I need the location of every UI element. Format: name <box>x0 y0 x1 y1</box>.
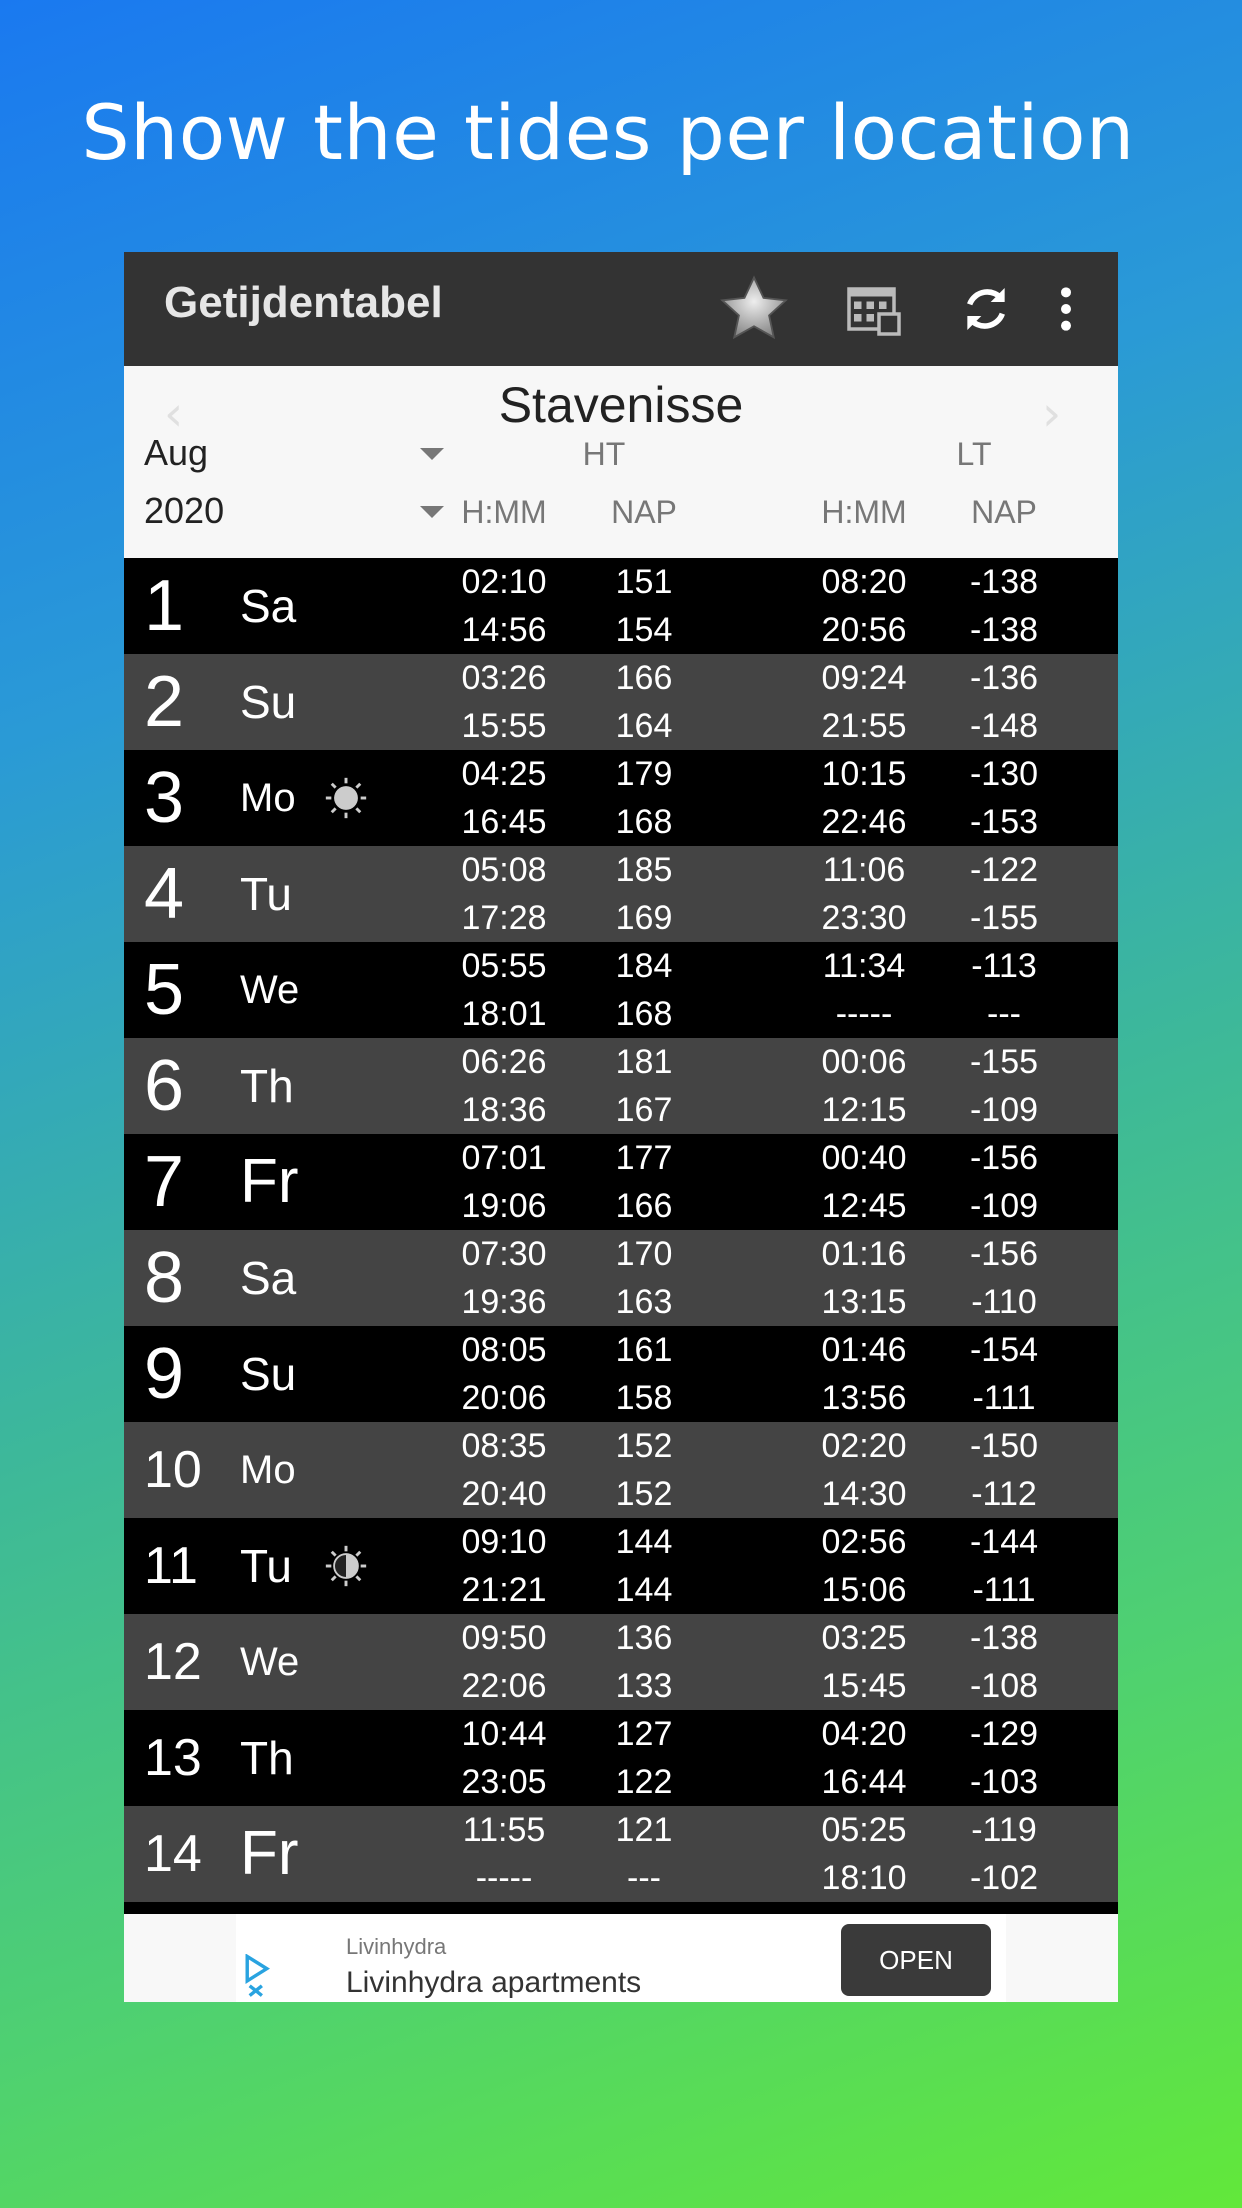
month-select[interactable]: Aug <box>144 432 209 473</box>
lt-time: 23:30 <box>821 899 907 937</box>
app-title: Getijdentabel <box>164 278 443 327</box>
lt-nap: -113 <box>971 947 1037 985</box>
ad-sponsor: Livinhydra <box>346 1934 447 1959</box>
ht-time: 09:10 <box>461 1523 547 1561</box>
lt-time: 01:46 <box>821 1331 907 1369</box>
year-select[interactable]: 2020 <box>144 490 225 531</box>
lt-time: 12:45 <box>821 1187 907 1225</box>
table-row[interactable] <box>124 654 1118 750</box>
lt-time: 13:15 <box>821 1283 907 1321</box>
table-row[interactable] <box>124 1038 1118 1134</box>
lt-nap: -102 <box>969 1859 1039 1897</box>
ad-choices-icon[interactable] <box>242 1954 272 1998</box>
ht-nap: 121 <box>615 1811 673 1849</box>
lt-nap: -155 <box>969 899 1039 937</box>
lt-nap: -155 <box>969 1043 1039 1081</box>
lt-time: 04:20 <box>821 1715 907 1753</box>
day-number: 4 <box>144 854 185 934</box>
app-screen <box>124 252 1118 2002</box>
ht-time: 10:44 <box>461 1715 547 1753</box>
ht-nap-header: NAP <box>611 494 677 530</box>
lt-nap: -156 <box>969 1235 1039 1273</box>
ht-nap: 166 <box>615 1187 673 1225</box>
day-of-week: Mo <box>240 776 296 820</box>
ht-nap: 152 <box>615 1427 673 1465</box>
table-row[interactable] <box>124 750 1118 846</box>
ht-time: 05:08 <box>461 851 547 889</box>
tide-table <box>124 558 1118 1902</box>
ht-time: 03:26 <box>461 659 547 697</box>
lt-time: 01:16 <box>821 1235 907 1273</box>
lt-nap: -112 <box>971 1475 1037 1513</box>
more-vert-icon <box>1056 284 1076 334</box>
table-row[interactable] <box>124 1326 1118 1422</box>
day-of-week: Sa <box>240 580 297 632</box>
ht-nap: 170 <box>615 1235 673 1273</box>
day-number: 9 <box>144 1334 185 1414</box>
calendar-icon <box>844 279 904 339</box>
day-number: 7 <box>144 1142 185 1222</box>
lt-time: 05:25 <box>821 1811 907 1849</box>
ht-time: 21:21 <box>461 1571 547 1609</box>
table-row[interactable] <box>124 846 1118 942</box>
location-header <box>124 366 1118 558</box>
ht-nap: 169 <box>615 899 673 937</box>
full-moon-icon <box>324 776 368 820</box>
day-of-week: Fr <box>240 1147 299 1216</box>
lt-nap: -130 <box>969 755 1039 793</box>
lt-nap: -138 <box>969 1619 1039 1657</box>
calendar-button[interactable] <box>824 252 924 366</box>
location-name: Stavenisse <box>498 377 744 433</box>
lt-time: 03:25 <box>821 1619 907 1657</box>
lt-nap: -110 <box>971 1283 1037 1321</box>
lt-nap: -109 <box>969 1091 1039 1129</box>
lt-time: 16:44 <box>821 1763 907 1801</box>
ht-time: 20:40 <box>461 1475 547 1513</box>
favorite-star-button[interactable] <box>704 252 804 366</box>
lt-nap: -111 <box>972 1379 1036 1417</box>
lt-nap: -136 <box>969 659 1039 697</box>
overflow-menu-button[interactable] <box>1026 252 1106 366</box>
lt-nap: -156 <box>969 1139 1039 1177</box>
ht-time: 11:55 <box>462 1811 546 1849</box>
day-number: 1 <box>144 566 185 646</box>
ht-time: 04:25 <box>461 755 547 793</box>
lt-time: 02:20 <box>821 1427 907 1465</box>
ht-time: 16:45 <box>461 803 547 841</box>
ht-time: ----- <box>475 1859 533 1897</box>
ht-time: 19:36 <box>461 1283 547 1321</box>
ht-time: 09:50 <box>461 1619 547 1657</box>
lt-time: 09:24 <box>821 659 907 697</box>
table-row[interactable] <box>124 1422 1118 1518</box>
lt-nap: -150 <box>969 1427 1039 1465</box>
lt-nap: -119 <box>971 1811 1037 1849</box>
ht-nap: 144 <box>615 1523 673 1561</box>
lt-time: 00:40 <box>821 1139 907 1177</box>
lt-nap: -111 <box>972 1571 1036 1609</box>
lt-time: 00:06 <box>821 1043 907 1081</box>
ht-time: 08:35 <box>461 1427 547 1465</box>
lt-time: 22:46 <box>821 803 907 841</box>
ht-nap: 144 <box>615 1571 673 1609</box>
lt-nap: -138 <box>969 563 1039 601</box>
lt-time: 20:56 <box>821 611 907 649</box>
day-number: 11 <box>144 1537 198 1595</box>
day-of-week: Tu <box>240 1540 292 1592</box>
ht-time: 23:05 <box>461 1763 547 1801</box>
refresh-icon <box>958 281 1014 337</box>
lt-nap: -154 <box>969 1331 1039 1369</box>
table-row[interactable] <box>124 1614 1118 1710</box>
day-number: 5 <box>144 950 185 1030</box>
ht-nap: 133 <box>615 1667 673 1705</box>
ht-nap: --- <box>627 1859 661 1897</box>
ht-nap: 127 <box>615 1715 673 1753</box>
ht-nap: 151 <box>615 563 673 601</box>
lt-time-header: H:MM <box>821 494 907 530</box>
ht-time-header: H:MM <box>461 494 547 530</box>
lt-time: 02:56 <box>821 1523 907 1561</box>
day-of-week: We <box>240 968 300 1012</box>
ht-time: 17:28 <box>461 899 547 937</box>
next-location-icon[interactable]: › <box>1042 386 1062 442</box>
day-of-week: Th <box>240 1060 294 1112</box>
ht-nap: 168 <box>615 995 673 1033</box>
lt-header: LT <box>956 436 992 472</box>
day-number: 10 <box>144 1441 202 1499</box>
lt-time: 14:30 <box>821 1475 907 1513</box>
day-number: 14 <box>144 1825 202 1883</box>
month-dropdown-icon[interactable] <box>420 448 444 460</box>
headline: Show the tides per location <box>81 88 1135 177</box>
ht-header: HT <box>582 436 626 472</box>
lt-nap: --- <box>987 995 1021 1033</box>
lt-time: 15:06 <box>821 1571 907 1609</box>
ht-nap: 168 <box>615 803 673 841</box>
lt-nap: -122 <box>969 851 1039 889</box>
lt-time: 21:55 <box>821 707 907 745</box>
ht-nap: 122 <box>615 1763 673 1801</box>
refresh-button[interactable] <box>936 252 1036 366</box>
ht-time: 14:56 <box>461 611 547 649</box>
ht-time: 19:06 <box>461 1187 547 1225</box>
ht-time: 07:30 <box>461 1235 547 1273</box>
day-number: 8 <box>144 1238 185 1318</box>
ht-nap: 154 <box>615 611 673 649</box>
day-number: 13 <box>144 1729 202 1787</box>
ht-nap: 179 <box>615 755 673 793</box>
ad-title: Livinhydra apartments <box>346 1966 642 1999</box>
ht-nap: 161 <box>615 1331 673 1369</box>
last-quarter-moon-icon <box>324 1544 368 1588</box>
lt-nap: -103 <box>969 1763 1039 1801</box>
ht-nap: 181 <box>615 1043 673 1081</box>
day-of-week: Sa <box>240 1252 297 1304</box>
prev-location-icon[interactable]: ‹ <box>164 386 184 442</box>
lt-time: 08:20 <box>821 563 907 601</box>
ht-time: 07:01 <box>461 1139 547 1177</box>
lt-nap: -109 <box>969 1187 1039 1225</box>
lt-time: 11:06 <box>822 851 906 889</box>
ht-nap: 177 <box>615 1139 673 1177</box>
day-of-week: Th <box>240 1732 294 1784</box>
ht-time: 06:26 <box>461 1043 547 1081</box>
ht-nap: 167 <box>615 1091 673 1129</box>
ht-time: 15:55 <box>461 707 547 745</box>
lt-nap-header: NAP <box>971 494 1037 530</box>
table-row[interactable] <box>124 1230 1118 1326</box>
ht-time: 22:06 <box>461 1667 547 1705</box>
ht-time: 05:55 <box>461 947 547 985</box>
lt-time: 10:15 <box>821 755 907 793</box>
day-of-week: Su <box>240 1348 297 1400</box>
lt-time: 13:56 <box>821 1379 907 1417</box>
day-of-week: Tu <box>240 868 292 920</box>
day-number: 6 <box>144 1046 185 1126</box>
lt-time: 18:10 <box>821 1859 907 1897</box>
lt-nap: -144 <box>969 1523 1039 1561</box>
app-toolbar <box>124 252 1118 366</box>
day-of-week: Su <box>240 676 297 728</box>
day-of-week: Mo <box>240 1448 296 1492</box>
ht-time: 02:10 <box>461 563 547 601</box>
day-number: 2 <box>144 662 185 742</box>
star-icon <box>717 272 791 346</box>
table-row[interactable] <box>124 1518 1118 1614</box>
day-of-week: We <box>240 1640 300 1684</box>
lt-nap: -148 <box>969 707 1039 745</box>
lt-nap: -108 <box>969 1667 1039 1705</box>
ad-banner[interactable] <box>124 1910 1118 2002</box>
ht-nap: 184 <box>615 947 673 985</box>
lt-time: ----- <box>835 995 893 1033</box>
table-row[interactable] <box>124 558 1118 654</box>
day-of-week: Fr <box>240 1819 299 1888</box>
lt-time: 12:15 <box>821 1091 907 1129</box>
day-number: 3 <box>144 758 185 838</box>
table-row[interactable] <box>124 942 1118 1038</box>
ad-content[interactable] <box>236 1914 1006 2002</box>
ht-time: 08:05 <box>461 1331 547 1369</box>
lt-time: 11:34 <box>822 947 906 985</box>
ht-nap: 152 <box>615 1475 673 1513</box>
ht-time: 18:36 <box>461 1091 547 1129</box>
ad-open-button[interactable]: OPEN <box>841 1924 991 1996</box>
ht-nap: 166 <box>615 659 673 697</box>
ht-nap: 163 <box>615 1283 673 1321</box>
ht-nap: 164 <box>615 707 673 745</box>
table-row[interactable] <box>124 1134 1118 1230</box>
ht-time: 18:01 <box>461 995 547 1033</box>
ht-time: 20:06 <box>461 1379 547 1417</box>
day-number: 12 <box>144 1633 202 1691</box>
lt-nap: -129 <box>969 1715 1039 1753</box>
ht-nap: 158 <box>615 1379 673 1417</box>
table-row[interactable] <box>124 1806 1118 1902</box>
ht-nap: 185 <box>615 851 673 889</box>
ht-nap: 136 <box>615 1619 673 1657</box>
lt-time: 15:45 <box>821 1667 907 1705</box>
lt-nap: -153 <box>969 803 1039 841</box>
lt-nap: -138 <box>969 611 1039 649</box>
table-row[interactable] <box>124 1710 1118 1806</box>
